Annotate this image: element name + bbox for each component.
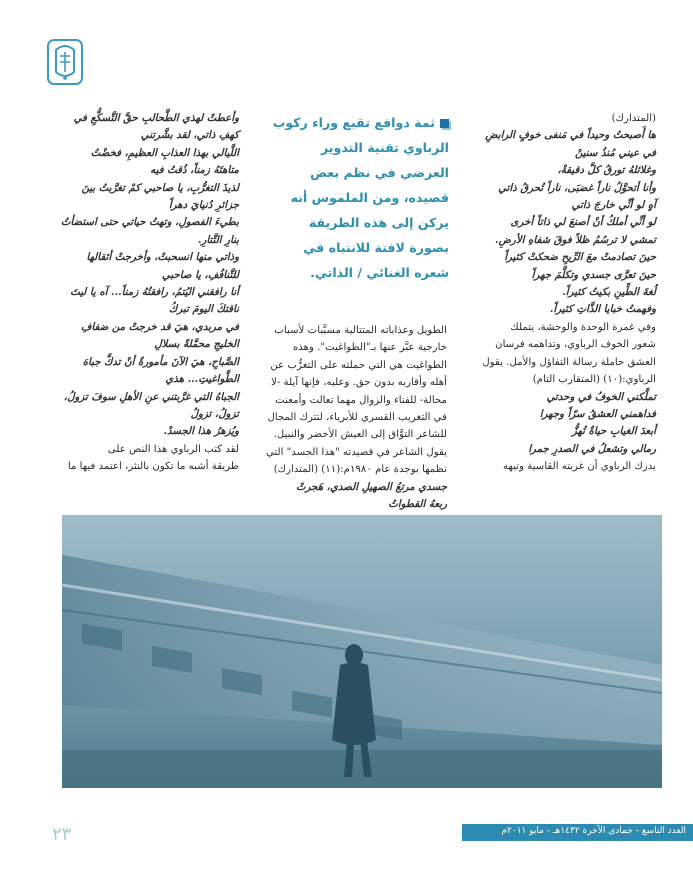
- verse-line: في عيني مُنذُ سنينْ: [574, 146, 656, 159]
- verse-line: في مربدي، هيَ قد خرجتْ من ضفافِ: [80, 320, 239, 333]
- verse-line: ناقتكَ اليومَ تبركُ: [168, 303, 239, 316]
- verse-line: آهٍ لو أنِّي خارجَ ذاتي: [571, 199, 656, 212]
- middle-column: [250, 322, 447, 513]
- verse-line: متاهتَهُ زمناً، ذُقتُ فيه: [150, 164, 239, 177]
- verse-line: ها أَصبحتُ وحيداً في مَنفى خوفٍ الرابضِ: [485, 129, 656, 142]
- body-line: شعور الخوف الرباوي، وتداهمه فرسان: [495, 339, 656, 351]
- verse-line: الجباهُ التي غرَّبتني عنِ الأهلِ سوفَ تزولُ،: [63, 390, 239, 403]
- pull-quote-line: قصيده، ومن الملموس أنه: [290, 190, 449, 205]
- verse-line: وذاتي منها انسحبتْ، وأخرجتْ أثقالها: [86, 251, 239, 264]
- body-line: الطواغيت هي التي حملته على التغرُّب عن: [270, 359, 447, 371]
- verse-line: حينَ تعرَّى جسدي وتكلَّمَ جهراً: [531, 268, 656, 281]
- pull-quote-line: العرضي في نظم بعض: [310, 165, 449, 180]
- verse-line: تزولُ، تزولُ: [190, 407, 239, 420]
- verse-line: الخليجِ محمَّلةً بسلالِ: [154, 338, 239, 351]
- body-line: يدرك الرباوي أن غربته القاسية وتيهه: [503, 461, 656, 473]
- pull-quote-line: الرباوي تقنية التدوير: [320, 140, 449, 155]
- body-line: العشق حاملة رسالة التفاؤل والأمل. يقول: [482, 356, 656, 368]
- square-bullet-icon: [440, 119, 449, 128]
- body-line: خارجية عبَّر عنها بـ"الطواغيت". وهذه: [292, 342, 447, 354]
- verse-line: رمالي وتشعلُ في الصدرِ جمرا: [528, 442, 656, 455]
- verse-line: جسدي مرتعُ الصهيلِ الصدي، هَجرتْ: [295, 480, 447, 493]
- body-line: يقول الشاعر في قصيدته "هذا الجسد" التي: [265, 446, 447, 458]
- magazine-logo: [46, 38, 84, 86]
- verse-line: جزائرِ دُنيايَ دهراً: [168, 199, 239, 212]
- body-line: في التغريب القسري للأبرياء، لتترك المجال: [267, 412, 447, 424]
- verse-line: أبعدَ الغيابِ حياةٌ تُهزُّ: [571, 425, 656, 438]
- pull-quote-line: ثمة دوافع تقبع وراء ركوب: [272, 115, 435, 130]
- verse-line: للتَّنافُفِ، يا صاحبي: [161, 268, 239, 281]
- pull-quote-line: بصورة لافتة للانتباه في: [303, 240, 449, 255]
- body-line: لقد كتب الرباوي هذا النص على: [107, 443, 239, 455]
- verse-line: تملَّكني الخوفُ في وحدتي: [546, 390, 656, 403]
- verse-line: وفهمتُ خبايا الذَّاتِ كثيراً.: [549, 303, 656, 316]
- body-line: نظمها بوجدة عام ١٩٨٠م:(١١) (المتدارك): [273, 464, 447, 476]
- verse-line: فداهمني العشقُ سرّاً وجهرا: [539, 407, 656, 420]
- issue-info: العدد التاسع - جمادى الآخرة ١٤٣٢هـ - مايو ٢٠١١م: [501, 826, 686, 836]
- verse-line: وأعطتْ لهذي الطَّحالبِ حقَّ التَّسكُّعِ في: [73, 112, 239, 124]
- pull-quote-line: شعره الغنائي / الذاتي.: [310, 265, 449, 280]
- body-line: الطويل وعذاباته المتتالية مسبَّبات لأسباب: [274, 325, 447, 336]
- meter-label: (المتدارك): [611, 113, 656, 124]
- pull-quote: [250, 110, 449, 285]
- verse-line: حينَ تصادمتْ معَ الرِّيحِ ضحكتْ كثيراً: [504, 251, 656, 264]
- verse-line: لو أنِّي أملكُ أنْ أصنعَ لي ذاتاً أخرى: [510, 216, 656, 229]
- right-column: [458, 110, 656, 476]
- verse-line: الصَّباحِ، هيَ الآنَ مأمورةٌ أنْ تدكَّ جباهَ: [82, 355, 239, 368]
- verse-line: أنا رافقني اليُتمُ، رافقتُهُ زمناً... آه يا ليتَ: [70, 286, 239, 299]
- verse-line: اللَّيالي بهذا العذابِ العظيمِ، فخضْتُ: [90, 146, 239, 159]
- body-line: أهله وأقاربه بدون حق. وعليه، فإنها آيلة -لا: [271, 377, 447, 389]
- verse-line: بطيءَ الفصولِ، وتهتُ حياتي حتى استضأتُ: [60, 216, 239, 229]
- pull-quote-line: يركن إلى هذه الطريقة: [308, 215, 449, 230]
- verse-line: بنارِ التَّتارِ.: [197, 233, 239, 246]
- train-fog-figure-image: [62, 515, 662, 788]
- verse-line: الطَّواغيتِ... هذي: [165, 373, 239, 386]
- page-number: ٢٣: [52, 824, 72, 845]
- body-line: الرباوي:(١٠) (المتقارب التام): [532, 374, 656, 386]
- body-line: طريقة أشبه ما تكون بالنثر، اعتمد فيها ما: [67, 461, 239, 473]
- verse-line: كهفِ ذاتي، لقد بشَّرتني: [140, 129, 239, 142]
- verse-line: تمشي لا ترسُمُ ظلاً فوقَ شفاهِ الأرضِ.: [495, 233, 656, 246]
- body-line: وفي غمرة الوحدة والوحشة، يتملك: [510, 321, 656, 333]
- body-line: محالة- للفناء والزوال مهما تعالت وأمعنت: [275, 394, 447, 406]
- verse-line: لُغةَ الطِّينِ بكيتُ كثيراً.: [562, 286, 656, 299]
- left-column: [34, 110, 239, 476]
- verse-line: ويُزهرُ هذا الجسدْ.: [163, 425, 239, 438]
- verse-line: ربعهُ القطواتُ: [388, 498, 447, 511]
- body-line: للشاعر التوَّاق إلى العيش الأخضر والنبيل.: [273, 429, 447, 441]
- verse-line: وغلائلهُ تورقُ كلَّ دقيقةْ،: [557, 164, 656, 177]
- verse-line: لذيذَ التغرُّبِ، يا صاحبي كمْ تغرَّبتُ بينَ: [81, 181, 239, 194]
- verse-line: وأنا أتحوَّلُ ناراً غضبَى، ناراً تُحرقُ ذاتي: [498, 181, 656, 194]
